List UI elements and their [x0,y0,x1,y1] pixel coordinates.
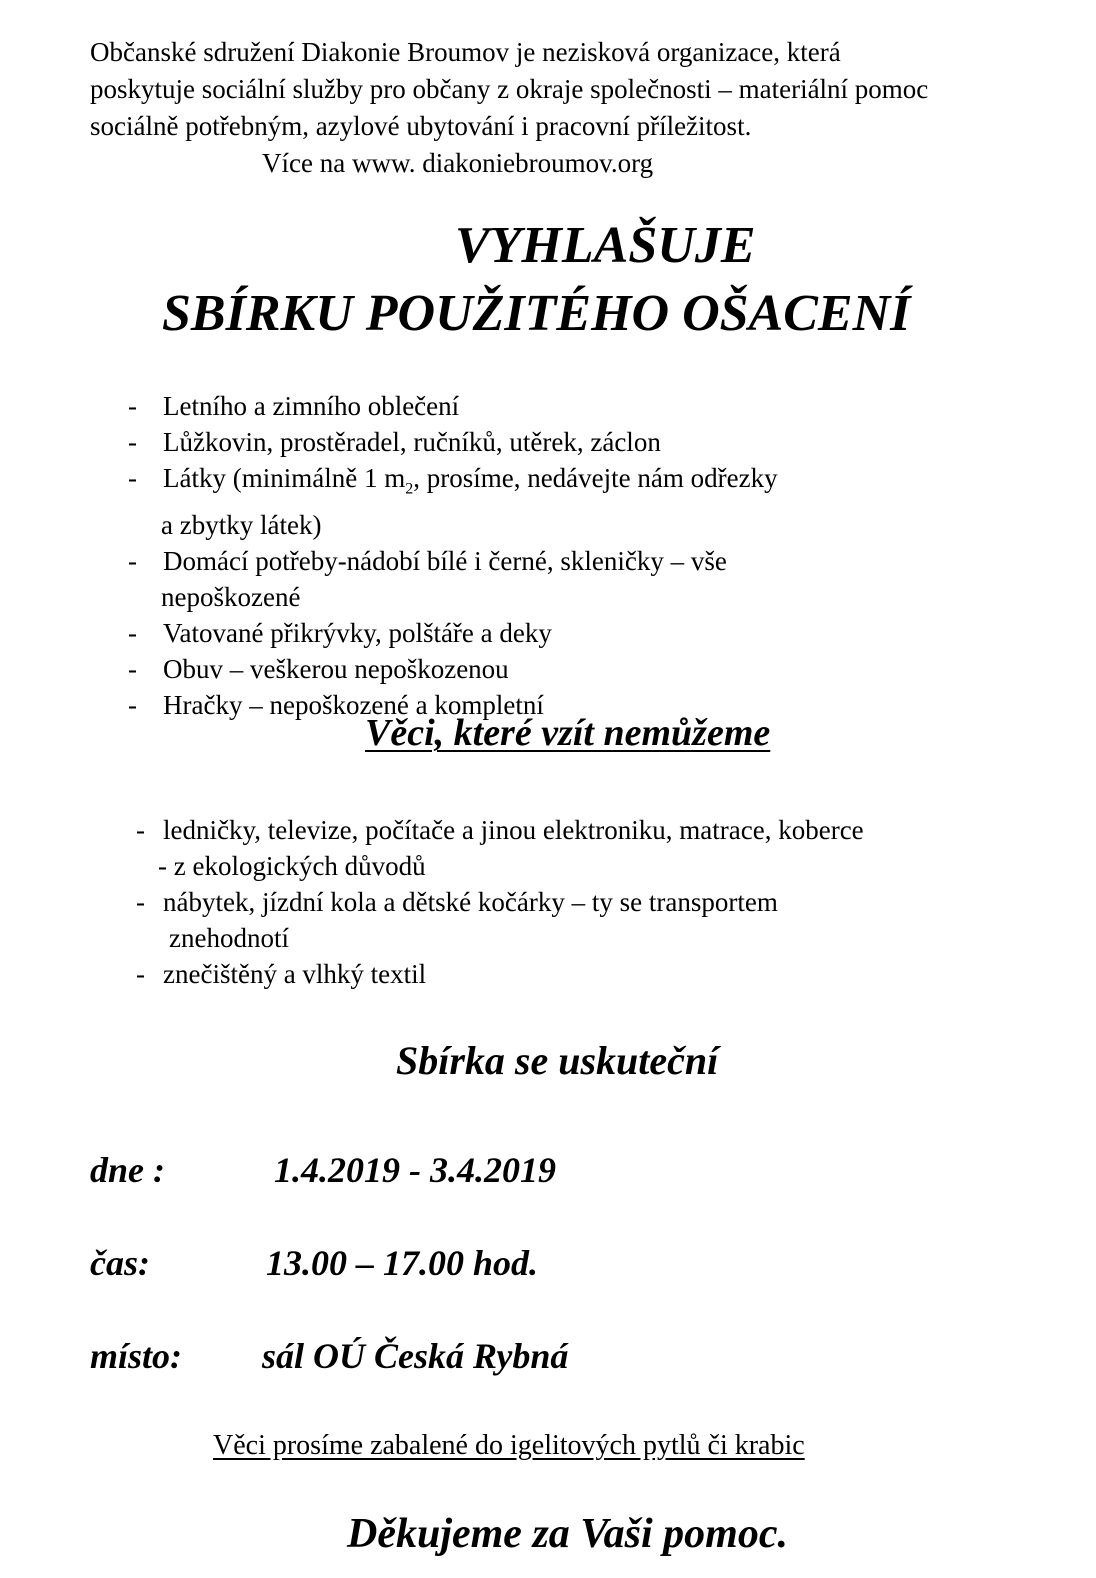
bullet-dash: - [136,959,145,989]
bullet-dash: - [128,690,137,721]
list-item [128,651,778,687]
time-value: 13.00 – 17.00 hod. [266,1243,539,1283]
time-label: čas: [90,1243,150,1283]
headline-collection: SBÍRKU POUŽITÉHO OŠACENÍ [162,285,911,342]
website-line: Více na www. diakoniebroumov.org [262,148,654,178]
list-item [128,615,778,651]
list-item [128,388,778,424]
bullet-dash: - [128,463,137,493]
rejected-item-continuation: znehodnotí [169,923,289,953]
accepted-items-list [128,388,778,723]
rejected-item-continuation: - z ekologických důvodů [158,851,426,881]
accepted-item-continuation: a zbytky látek) [161,510,322,541]
bullet-dash: - [128,546,137,577]
list-item [136,956,864,992]
intro-line-1: Občanské sdružení Diakonie Broumov je nezisková organizace, která [90,37,841,67]
bullet-dash: - [128,654,137,685]
item-text-part: , prosíme, nedávejte nám odřezky [413,463,778,493]
bullet-dash: - [136,815,145,845]
packing-note: Věci prosíme zabalené do igelitových pytlů či krabic [213,1430,805,1461]
item-text-part: Látky (minimálně 1 m [163,463,406,493]
accepted-item-text: Domácí potřeby-nádobí bílé i černé, skleničky – vše [163,546,727,577]
collection-title: Sbírka se uskuteční [396,1038,719,1083]
accepted-item-text [128,460,778,507]
list-item [128,460,778,543]
list-item [136,812,864,884]
thanks-message: Děkujeme za Vaši pomoc. [347,1511,788,1557]
accepted-item-text: Obuv – veškerou nepoškozenou [163,654,509,685]
rejected-items-heading: Věci, které vzít nemůžeme [365,712,771,754]
bullet-dash: - [128,391,137,421]
list-item [136,884,864,956]
date-label: dne : [90,1150,165,1190]
accepted-item-text: Vatované přikrývky, polštáře a deky [163,618,552,649]
intro-paragraph [90,34,1080,182]
accepted-item-text: Hračky – nepoškozené a kompletní [163,690,544,721]
intro-line-2: poskytuje sociální služby pro občany z okraje společnosti – materiální pomoc [90,74,929,104]
rejected-item-text: nábytek, jízdní kola a dětské kočárky – ty se transportem [163,887,778,917]
rejected-item-text: znečištěný a vlhký textil [163,959,427,989]
list-item [128,543,778,615]
rejected-items-list [136,812,864,992]
headline-announce: VYHLAŠUJE [455,217,756,274]
subscript: 2 [405,480,414,498]
intro-line-3: sociálně potřebným, azylové ubytování i pracovní příležitost. [90,111,752,141]
list-item [128,424,778,460]
accepted-item-continuation: nepoškozené [161,582,301,613]
date-value: 1.4.2019 - 3.4.2019 [274,1150,556,1190]
accepted-item-text: Lůžkovin, prostěradel, ručníků, utěrek, záclon [163,427,661,457]
bullet-dash: - [128,618,137,649]
bullet-dash: - [128,427,137,457]
place-label: místo: [90,1336,183,1376]
place-value: sál OÚ Česká Rybná [262,1336,569,1376]
bullet-dash: - [136,887,145,917]
rejected-item-text: ledničky, televize, počítače a jinou elektroniku, matrace, koberce [163,815,864,845]
accepted-item-text: Letního a zimního oblečení [163,391,460,421]
